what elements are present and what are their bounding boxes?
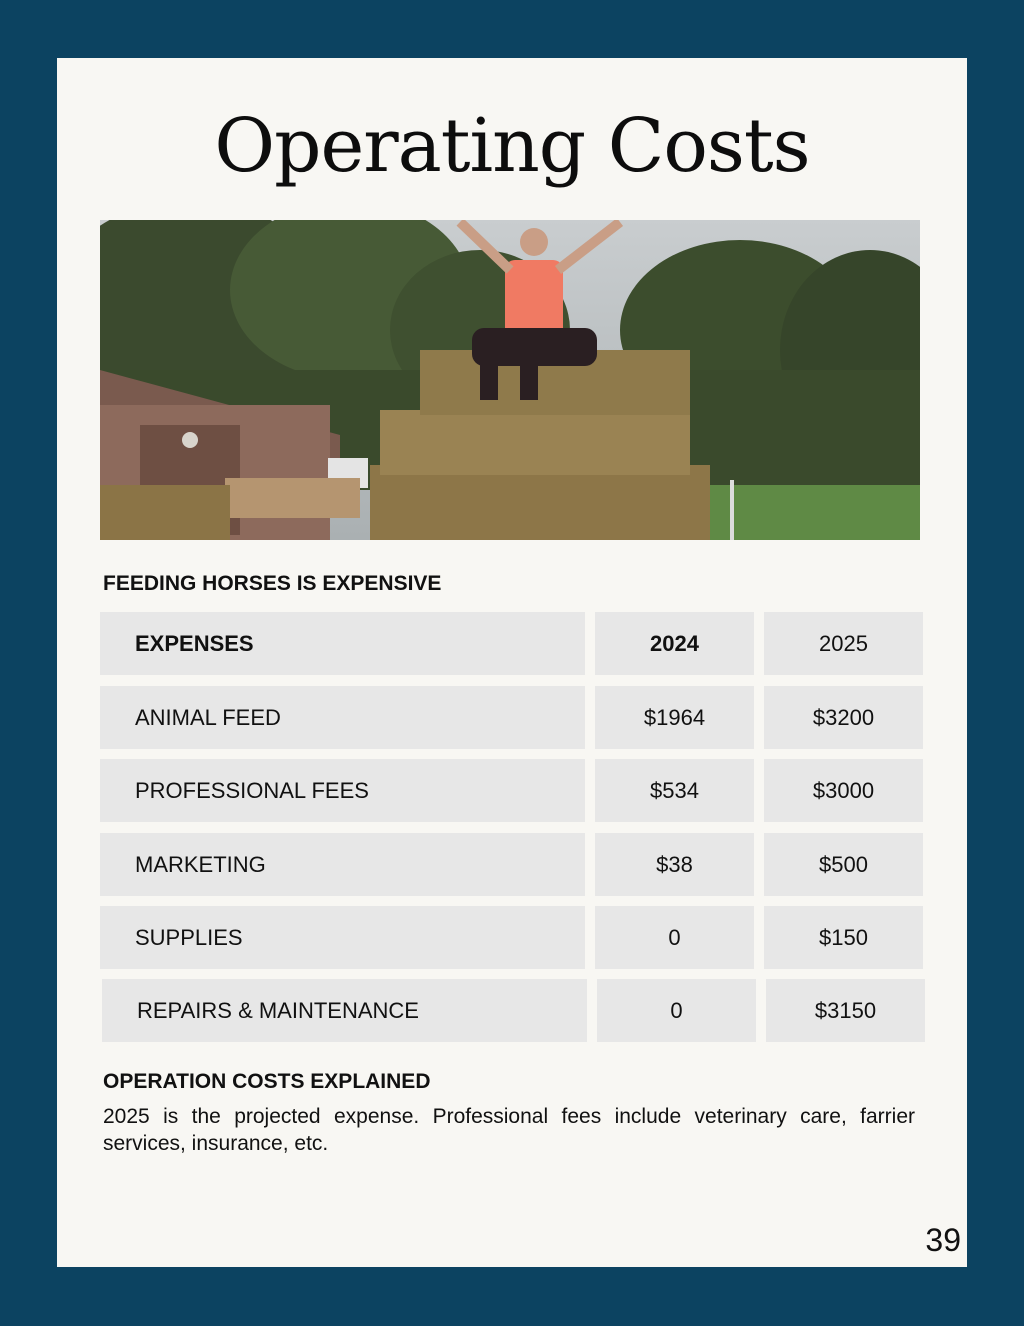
page — [57, 58, 967, 1267]
farm-photo — [100, 220, 920, 540]
row-repairs-2025: $3150 — [766, 979, 925, 1042]
header-expenses: EXPENSES — [100, 612, 585, 675]
row-animal-feed-2024: $1964 — [595, 686, 754, 749]
header-2024: 2024 — [595, 612, 754, 675]
row-repairs-label: REPAIRS & MAINTENANCE — [102, 979, 587, 1042]
header-2025: 2025 — [764, 612, 923, 675]
row-marketing-2025: $500 — [764, 833, 923, 896]
row-repairs-2024: 0 — [597, 979, 756, 1042]
row-animal-feed-2025: $3200 — [764, 686, 923, 749]
row-supplies-2025: $150 — [764, 906, 923, 969]
page-number: 39 — [925, 1222, 961, 1258]
row-marketing-2024: $38 — [595, 833, 754, 896]
row-animal-feed-label: ANIMAL FEED — [100, 686, 585, 749]
row-supplies-2024: 0 — [595, 906, 754, 969]
row-professional-fees-2024: $534 — [595, 759, 754, 822]
row-professional-fees-2025: $3000 — [764, 759, 923, 822]
explain-text: 2025 is the projected expense. Professional fees include veterinary care, farrier services, insurance, etc. — [103, 1105, 915, 1155]
farm-photo-icon — [100, 220, 920, 540]
row-marketing-label: MARKETING — [100, 833, 585, 896]
explain-heading: OPERATION COSTS EXPLAINED — [103, 1070, 431, 1093]
table-heading: FEEDING HORSES IS EXPENSIVE — [103, 572, 442, 595]
row-supplies-label: SUPPLIES — [100, 906, 585, 969]
row-professional-fees-label: PROFESSIONAL FEES — [100, 759, 585, 822]
page-title: Operating Costs — [214, 103, 810, 189]
